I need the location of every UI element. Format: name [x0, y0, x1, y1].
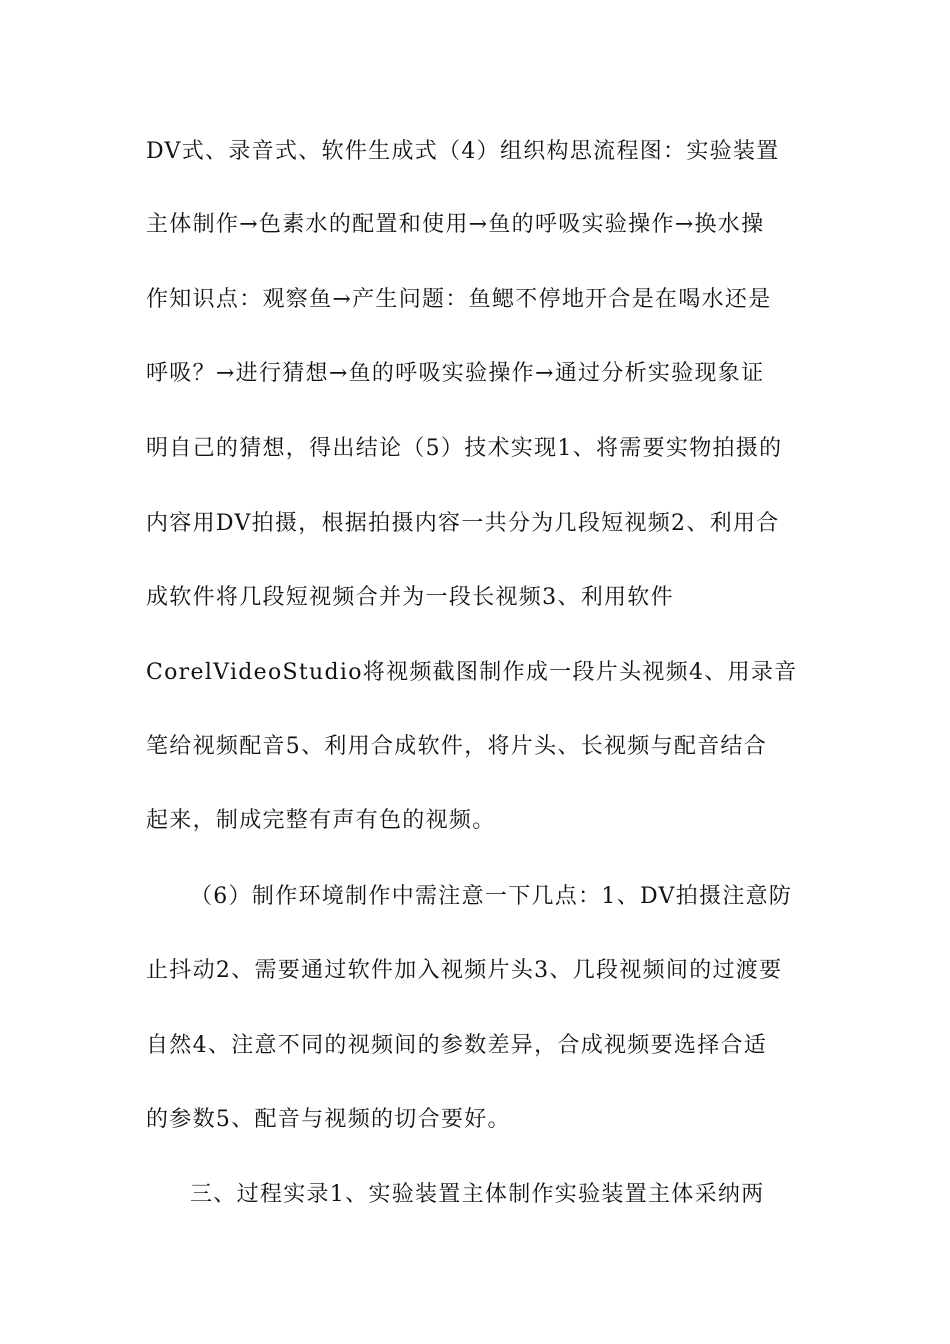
text-line: DV式、录音式、软件生成式（4）组织构思流程图：实验装置 [146, 139, 780, 164]
text-line: 内容用DV拍摄，根据拍摄内容一共分为几段短视频2、利用合 [146, 511, 780, 536]
paragraph-first-line: 三、过程实录1、实验装置主体制作实验装置主体采纳两 [190, 1182, 765, 1207]
text-line: 自然4、注意不同的视频间的参数差异，合成视频要选择合适 [146, 1033, 768, 1058]
paragraph-first-line: （6）制作环境制作中需注意一下几点：1、DV拍摄注意防 [190, 884, 793, 909]
text-line: 成软件将几段短视频合并为一段长视频3、利用软件 [146, 585, 674, 610]
text-line: 主体制作→色素水的配置和使用→鱼的呼吸实验操作→换水操 [146, 212, 765, 237]
text-line: 笔给视频配音5、利用合成软件，将片头、长视频与配音结合 [146, 734, 768, 759]
text-line: 作知识点：观察鱼→产生问题：鱼鳃不停地开合是在喝水还是 [146, 287, 772, 312]
text-line: 的参数5、配音与视频的切合要好。 [146, 1107, 511, 1132]
text-line: 止抖动2、需要通过软件加入视频片头3、几段视频间的过渡要 [146, 958, 783, 983]
text-line: 起来，制成完整有声有色的视频。 [146, 808, 496, 833]
text-line: CorelVideoStudio将视频截图制作成一段片头视频4、用录音 [146, 660, 798, 685]
text-line: 明自己的猜想，得出结论（5）技术实现1、将需要实物拍摄的 [146, 436, 783, 461]
text-line: 呼吸？→进行猜想→鱼的呼吸实验操作→通过分析实验现象证 [146, 361, 765, 386]
